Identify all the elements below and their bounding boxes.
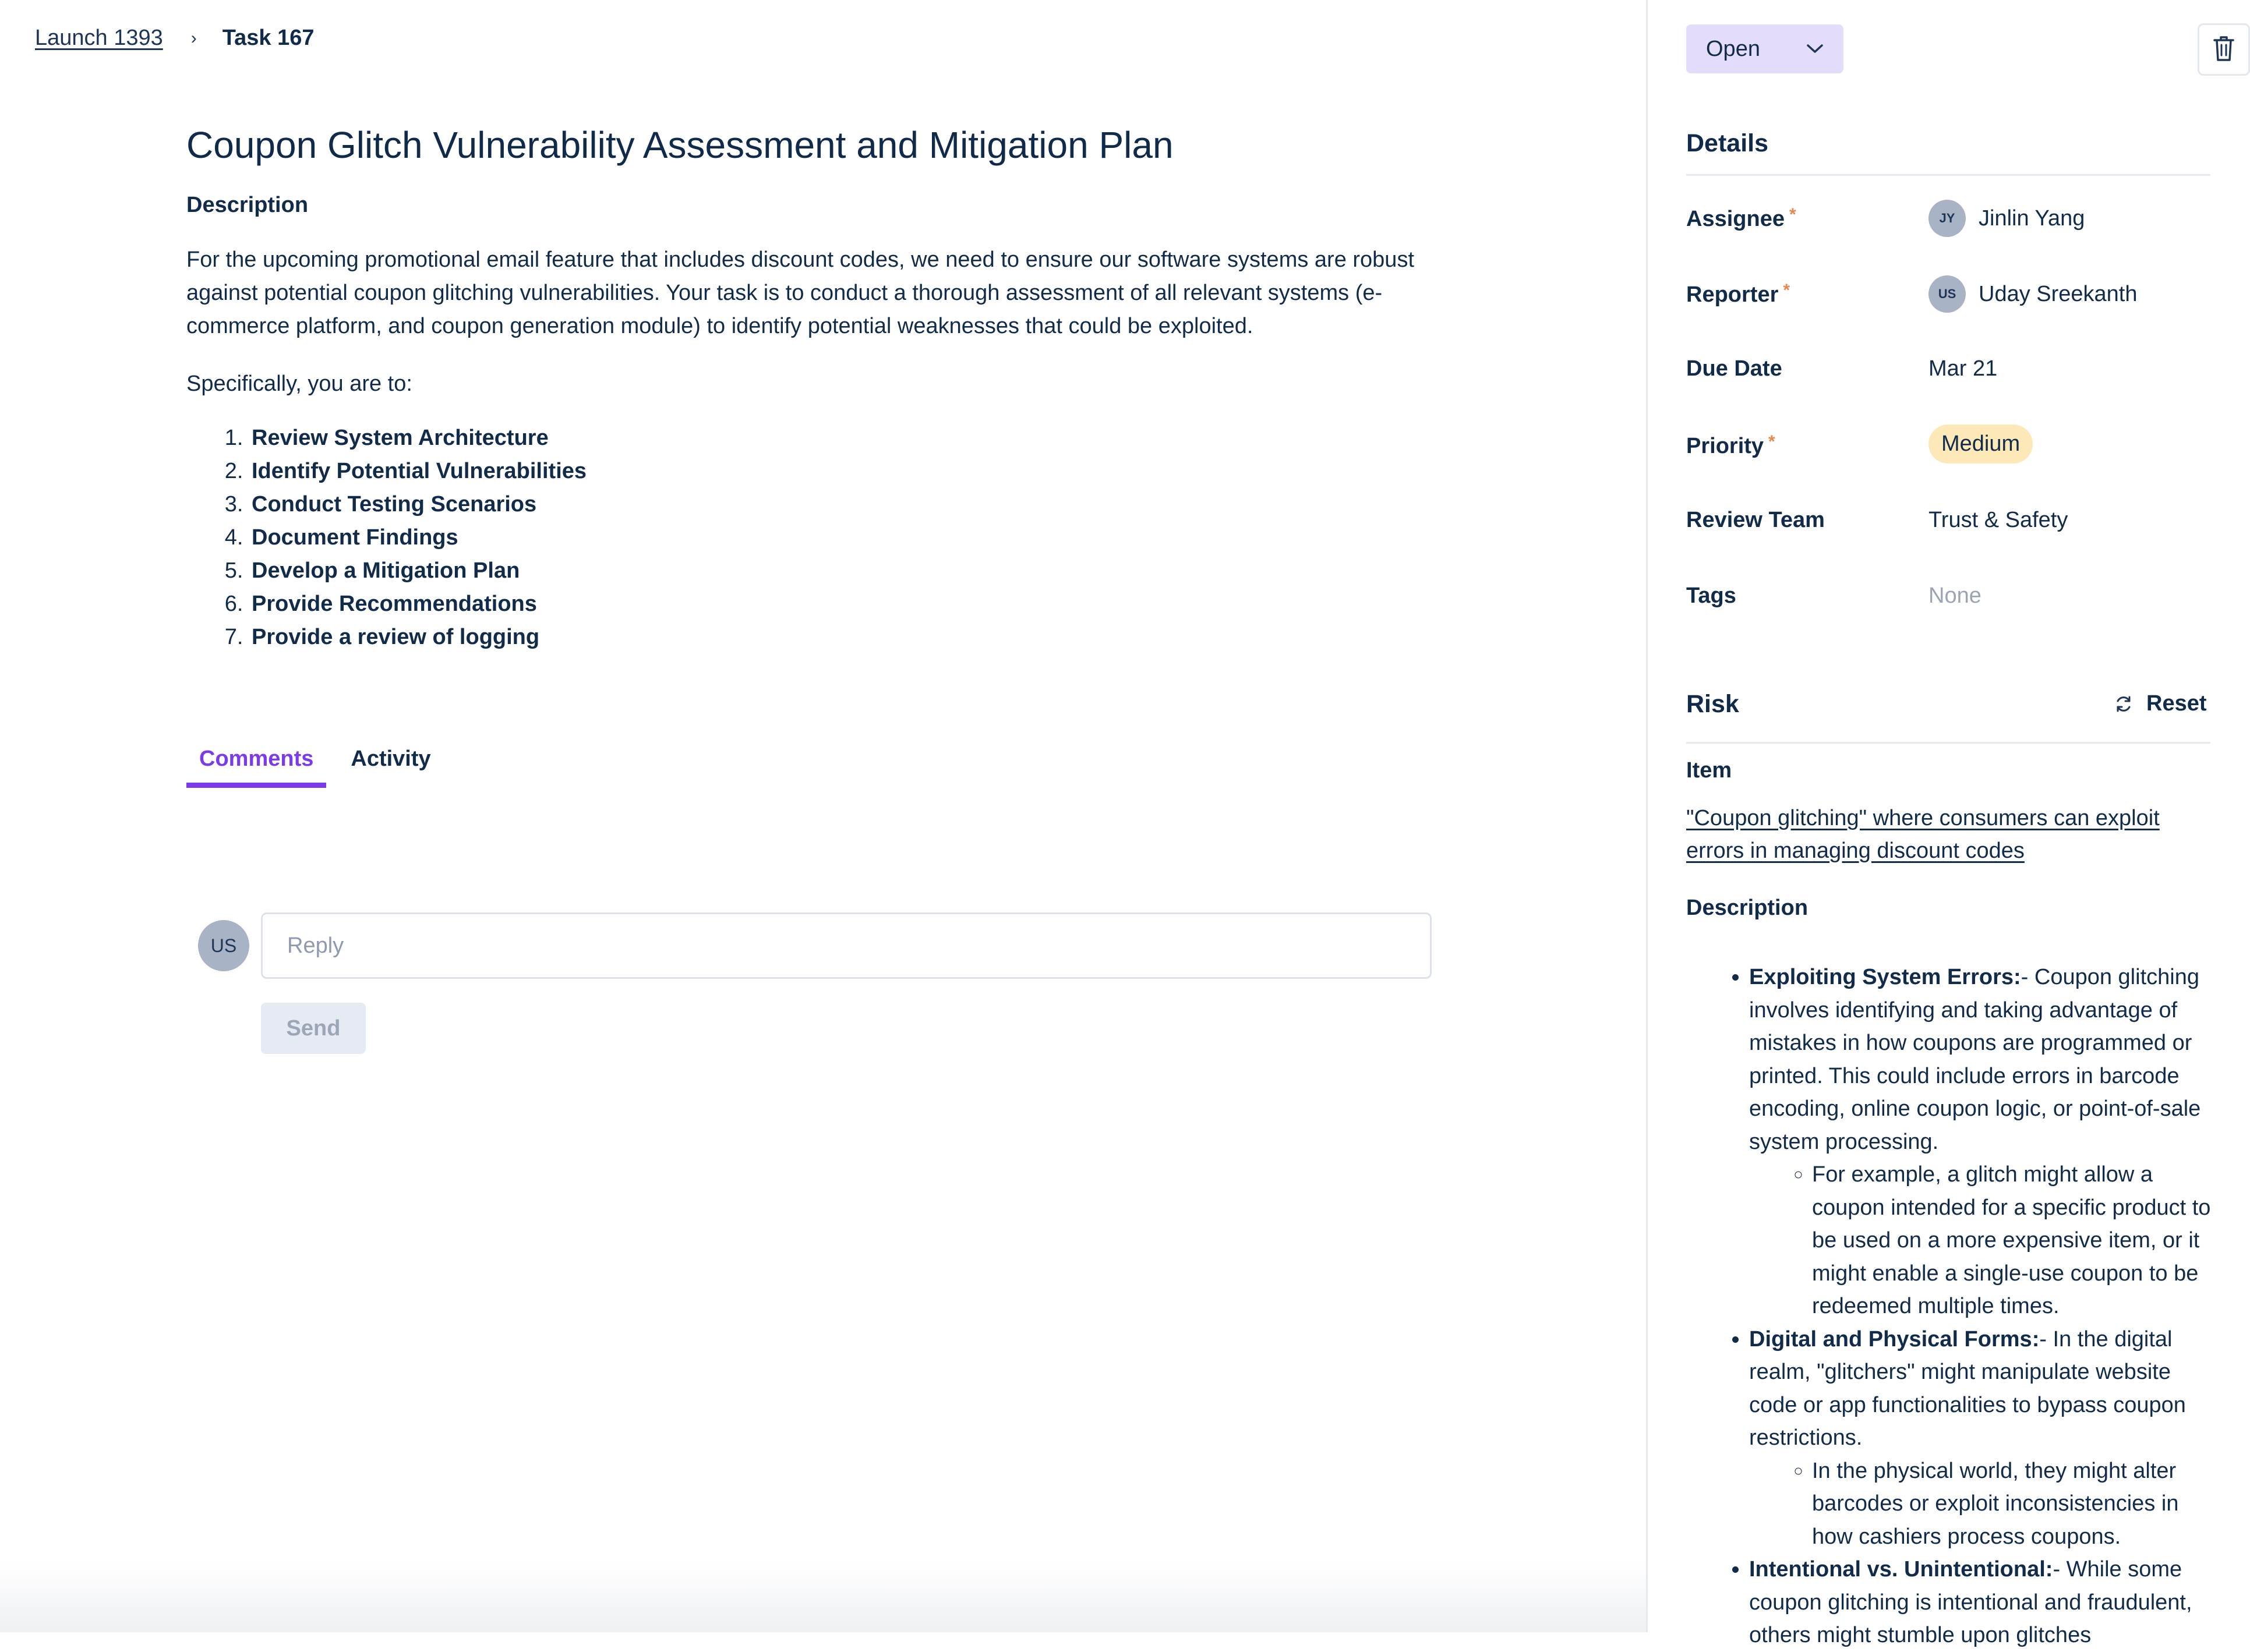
- risk-subpoints-list: [1749, 1158, 2222, 1323]
- reporter-label: [1686, 281, 1790, 307]
- required-mark: *: [1783, 281, 1790, 300]
- risk-heading: Risk: [1686, 690, 1739, 718]
- task-steps-list: [186, 422, 1433, 654]
- priority-label-text: Priority: [1686, 434, 1764, 458]
- task-step: 2. Identify Potential Vulnerabilities: [249, 455, 1433, 488]
- priority-value[interactable]: [1928, 425, 2033, 464]
- task-step: 1. Review System Architecture: [249, 422, 1433, 455]
- avatar: JY: [1928, 200, 1966, 237]
- page-title: Coupon Glitch Vulnerability Assessment and Mitigation Plan: [186, 124, 1174, 166]
- description-heading: Description: [186, 193, 309, 217]
- tab-comments[interactable]: Comments: [186, 747, 326, 788]
- trash-icon: [2212, 34, 2235, 65]
- chevron-down-icon: [1806, 44, 1824, 54]
- risk-description-label: Description: [1686, 896, 1809, 920]
- details-panel: [1646, 0, 2237, 1647]
- assignee-name: Jinlin Yang: [1979, 206, 2085, 231]
- task-step: 6. Provide Recommendations: [249, 588, 1433, 621]
- task-step: 5. Develop a Mitigation Plan: [249, 554, 1433, 588]
- assignee-value[interactable]: [1928, 200, 2085, 237]
- breadcrumb-separator: ›: [190, 28, 197, 48]
- tags-label: Tags: [1686, 583, 1736, 608]
- avatar: US: [1928, 275, 1966, 313]
- task-step: 4. Document Findings: [249, 521, 1433, 554]
- reporter-value[interactable]: [1928, 275, 2138, 313]
- reply-row: [198, 912, 1432, 979]
- breadcrumb-launch-link[interactable]: Launch 1393: [35, 26, 163, 50]
- task-intro: Specifically, you are to:: [186, 372, 412, 396]
- risk-point-text: - In the digital realm, "glitchers" might manipulate website code or app functionalities to bypass coupon restrictions.: [1749, 1326, 2186, 1450]
- tags-value[interactable]: None: [1928, 583, 1981, 608]
- reporter-label-text: Reporter: [1686, 282, 1779, 307]
- review-team-label: Review Team: [1686, 508, 1825, 532]
- avatar: US: [198, 920, 249, 971]
- risk-point-text: - While some coupon glitching is intentional and fraudulent, others might stumble upon glitches: [1749, 1557, 2192, 1647]
- comment-tabs: [186, 747, 444, 788]
- review-team-value[interactable]: Trust & Safety: [1928, 508, 2068, 532]
- list-item: ◦ For example, a glitch might allow a coupon intended for a specific product to be used on a more expensive item, or it might enable a single-use coupon to be redeemed multiple times.: [1812, 1158, 2222, 1323]
- assignee-label-text: Assignee: [1686, 207, 1785, 231]
- task-body: [186, 119, 1433, 654]
- risk-item-label: Item: [1686, 758, 1732, 783]
- delete-button[interactable]: [2198, 23, 2250, 76]
- details-heading: Details: [1686, 129, 1769, 157]
- risk-point-title: Exploiting System Errors:: [1749, 965, 2021, 989]
- priority-badge: Medium: [1928, 425, 2033, 464]
- status-value: Open: [1706, 36, 1760, 61]
- assignee-label: [1686, 205, 1796, 232]
- risk-description: [1686, 961, 2222, 1652]
- reset-label: Reset: [2146, 691, 2207, 716]
- task-step: 7. Provide a review of logging: [249, 621, 1433, 654]
- list-item: [1749, 1553, 2222, 1652]
- due-date-value[interactable]: Mar 21: [1928, 356, 1998, 381]
- refresh-icon: [2114, 694, 2134, 714]
- reset-button[interactable]: [2114, 691, 2207, 716]
- required-mark: *: [1789, 205, 1796, 224]
- risk-divider: [1686, 742, 2210, 744]
- bottom-fade: [0, 1562, 1646, 1632]
- details-divider: [1686, 174, 2210, 176]
- reporter-name: Uday Sreekanth: [1979, 281, 2138, 306]
- required-mark: *: [1768, 432, 1775, 451]
- risk-point-title: Intentional vs. Unintentional:: [1749, 1557, 2053, 1582]
- risk-points-list: [1686, 961, 2222, 1652]
- list-item: ◦ In the physical world, they might alter barcodes or exploit inconsistencies in how cashiers process coupons.: [1812, 1455, 2222, 1554]
- priority-label: [1686, 432, 1775, 459]
- risk-point-title: Digital and Physical Forms:: [1749, 1326, 2040, 1352]
- task-step: 3. Conduct Testing Scenarios: [249, 488, 1433, 521]
- due-date-label: Due Date: [1686, 356, 1782, 381]
- risk-subpoints-list: [1749, 1455, 2222, 1554]
- risk-point-text: - Coupon glitching involves identifying and taking advantage of mistakes in how coupons are programmed or printed. This could include errors in barcode encoding, online coupon logic, or point-of-sale system processing.: [1749, 965, 2201, 1154]
- risk-item-link[interactable]: "Coupon glitching" where consumers can exploit errors in managing discount codes: [1686, 806, 2160, 863]
- reply-input[interactable]: [261, 912, 1432, 979]
- status-dropdown[interactable]: [1686, 24, 1843, 73]
- tab-activity[interactable]: Activity: [351, 747, 431, 771]
- breadcrumb-current: Task 167: [222, 26, 315, 50]
- task-description: For the upcoming promotional email feature that includes discount codes, we need to ensure our software systems are robust against potential coupon glitching vulnerabilities. Your task is to conduct a thorough assessment of all relevant systems (e-commerce platform, and coupon generation module) to identify potential weaknesses that could be exploited.: [186, 247, 1414, 338]
- list-item: [1749, 1323, 2222, 1554]
- breadcrumb: [35, 26, 315, 51]
- send-button[interactable]: Send: [261, 1003, 366, 1054]
- list-item: [1749, 961, 2222, 1323]
